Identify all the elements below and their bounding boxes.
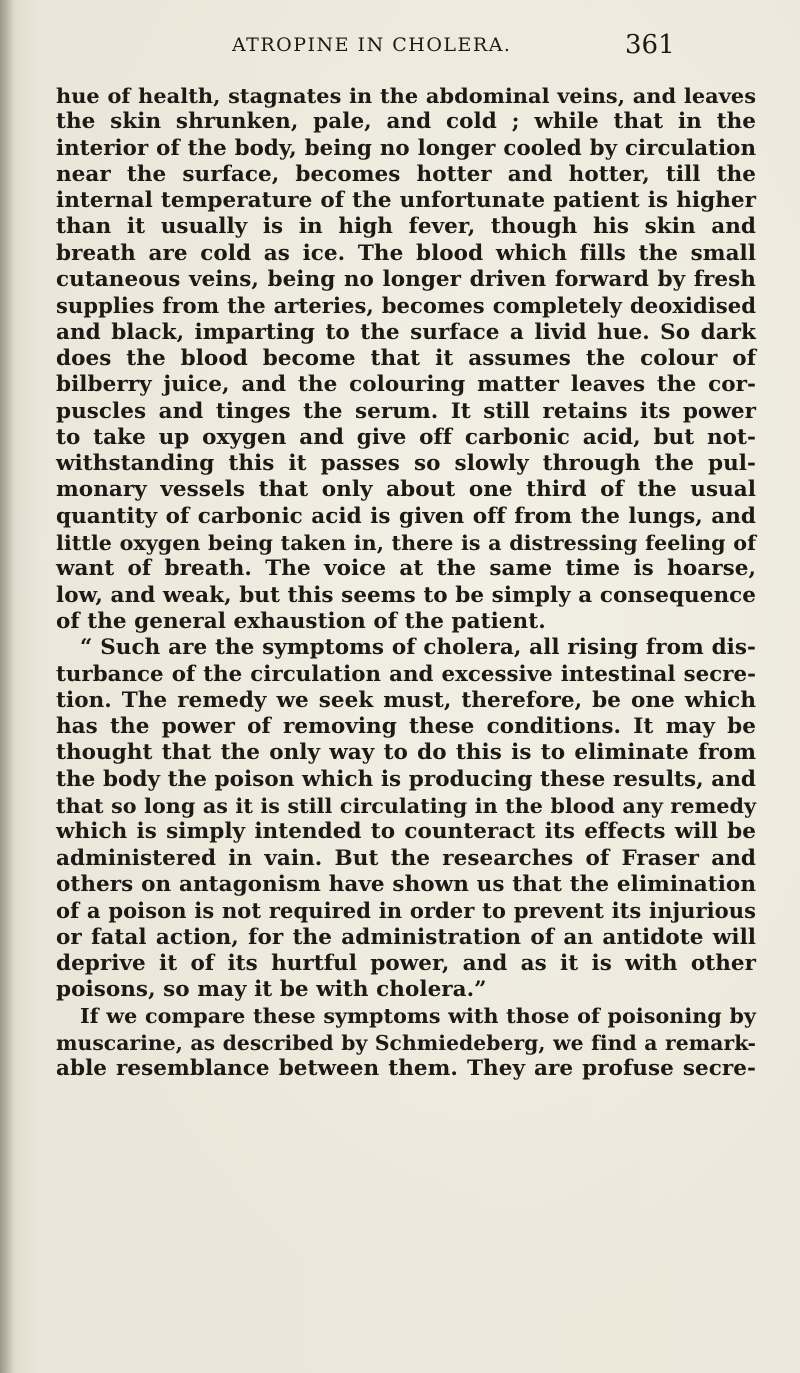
text-line: supplies from the arteries, becomes completely deoxidised (56, 293, 756, 319)
body-text (56, 83, 756, 1082)
text-line: or fatal action, for the administration of an antidote will (56, 924, 756, 950)
paragraph-start-line: “ Such are the symptoms of cholera, all rising from dis- (80, 635, 756, 661)
text-line: hue of health, stagnates in the abdominal veins, and leaves (56, 83, 756, 108)
text-line: withstanding this it passes so slowly through the pul- (56, 451, 756, 477)
text-line: of a poison is not required in order to prevent its injurious (56, 898, 756, 924)
running-head (0, 30, 800, 64)
text-line: turbance of the circulation and excessive intestinal secre- (56, 661, 756, 687)
paragraph-end-line: of the general exhaustion of the patient. (56, 608, 546, 634)
text-line: monary vessels that only about one third of the usual (56, 477, 756, 503)
text-line: and black, imparting to the surface a livid hue. So dark (56, 319, 756, 345)
text-line: little oxygen being taken in, there is a distressing feeling of (56, 531, 756, 556)
text-line: which is simply intended to counteract its effects will be (56, 819, 756, 845)
text-line: administered in vain. But the researches of Fraser and (56, 845, 756, 871)
paragraph-end-line: poisons, so may it be with cholera.” (56, 977, 487, 1003)
text-line: want of breath. The voice at the same time is hoarse, (56, 556, 756, 582)
text-line: the skin shrunken, pale, and cold ; while that in the (56, 109, 756, 135)
text-line: quantity of carbonic acid is given off from the lungs, and (56, 503, 756, 529)
text-line: thought that the only way to do this is to eliminate from (56, 740, 756, 766)
text-line: tion. The remedy we seek must, therefore, be one which (56, 687, 756, 713)
text-line: muscarine, as described by Schmiedeberg, we find a remark- (56, 1030, 756, 1055)
text-line: than it usually is in high fever, though his skin and (56, 214, 756, 240)
text-line: has the power of removing these conditions. It may be (56, 714, 756, 740)
text-line: low, and weak, but this seems to be simply a consequence (56, 582, 756, 608)
text-line: bilberry juice, and the colouring matter leaves the cor- (56, 372, 756, 398)
text-line: breath are cold as ice. The blood which fills the small (56, 240, 756, 266)
text-line: deprive it of its hurtful power, and as it is with other (56, 950, 756, 976)
page-number: 361 (625, 30, 675, 60)
text-line: to take up oxygen and give off carbonic acid, but not- (56, 424, 756, 450)
text-line: others on antagonism have shown us that the elimination (56, 871, 756, 897)
text-line: internal temperature of the unfortunate patient is higher (56, 188, 756, 214)
text-line: cutaneous veins, being no longer driven forward by fresh (56, 267, 756, 293)
running-title: ATROPINE IN CHOLERA. (232, 34, 512, 56)
text-line: puscles and tinges the serum. It still retains its power (56, 398, 756, 424)
page-gutter-shadow (0, 0, 14, 1373)
text-line: that so long as it is still circulating in the blood any remedy (56, 794, 756, 819)
paragraph-start-line: If we compare these symptoms with those of poisoning by (80, 1004, 756, 1029)
text-line: able resemblance between them. They are profuse secre- (56, 1055, 756, 1081)
text-line: does the blood become that it assumes the colour of (56, 345, 756, 371)
text-line: interior of the body, being no longer cooled by circulation (56, 135, 756, 161)
text-line: near the surface, becomes hotter and hotter, till the (56, 161, 756, 187)
text-line: the body the poison which is producing these results, and (56, 766, 756, 792)
